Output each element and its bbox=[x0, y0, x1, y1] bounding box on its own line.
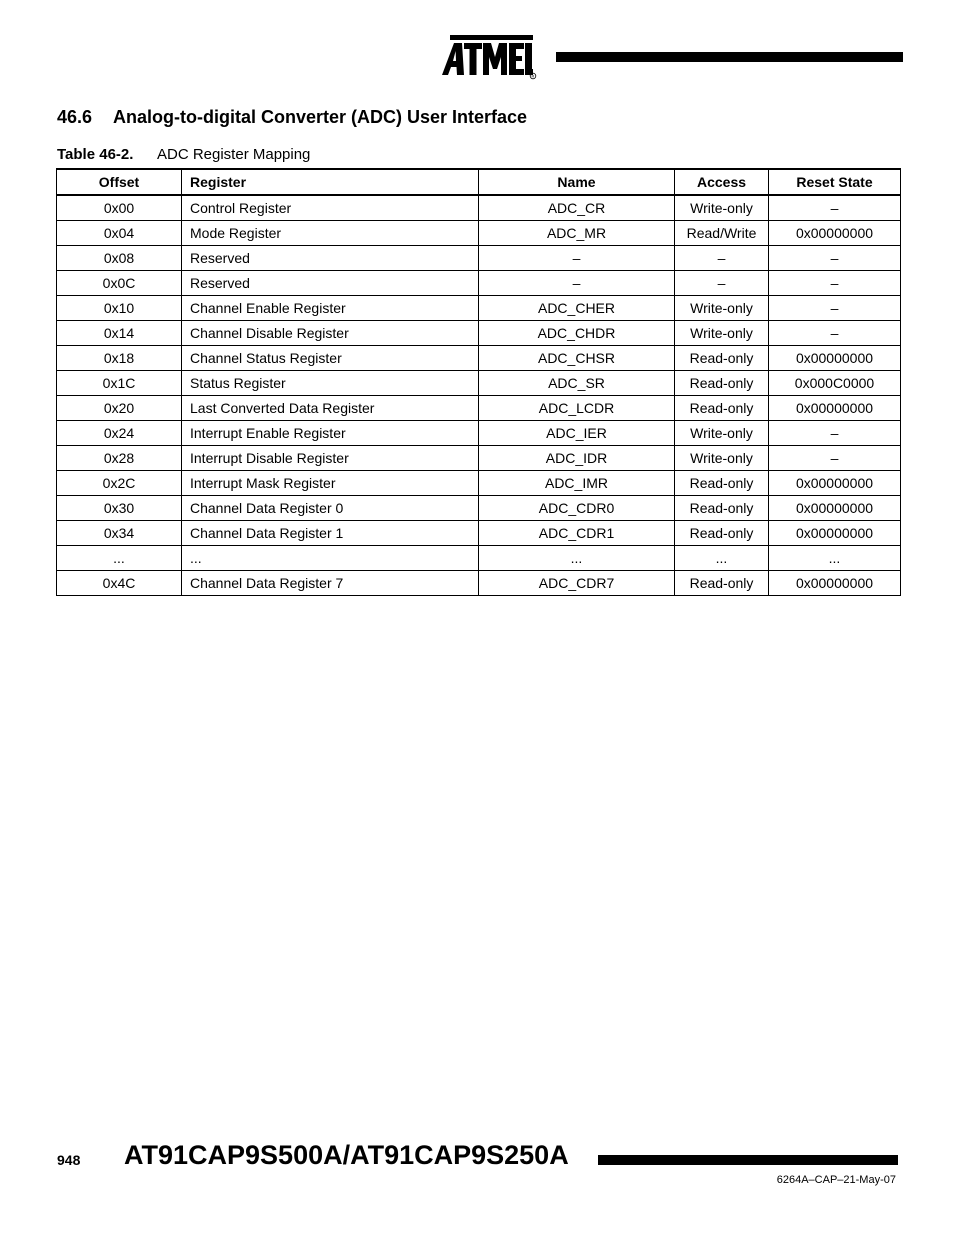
cell-name: ADC_CHER bbox=[479, 295, 675, 320]
cell-name: ADC_CDR0 bbox=[479, 495, 675, 520]
table-row bbox=[57, 445, 901, 470]
cell-reset-state: – bbox=[769, 270, 901, 295]
cell-access: – bbox=[675, 245, 769, 270]
table-row bbox=[57, 570, 901, 595]
page-number: 948 bbox=[57, 1152, 81, 1168]
cell-register: Channel Data Register 7 bbox=[182, 570, 479, 595]
cell-register: Channel Disable Register bbox=[182, 320, 479, 345]
column-header-reset-state: Reset State bbox=[769, 169, 901, 195]
document-reference: 6264A–CAP–21-May-07 bbox=[776, 1174, 896, 1186]
cell-name: ADC_SR bbox=[479, 370, 675, 395]
cell-reset-state: – bbox=[769, 295, 901, 320]
column-header-name: Name bbox=[479, 169, 675, 195]
cell-offset: 0x18 bbox=[57, 345, 182, 370]
cell-access: Read-only bbox=[675, 395, 769, 420]
cell-reset-state: ... bbox=[769, 545, 901, 570]
cell-register: Channel Data Register 1 bbox=[182, 520, 479, 545]
table-row bbox=[57, 370, 901, 395]
cell-access: Read-only bbox=[675, 520, 769, 545]
cell-offset: 0x0C bbox=[57, 270, 182, 295]
cell-access: Write-only bbox=[675, 295, 769, 320]
cell-access: – bbox=[675, 270, 769, 295]
cell-reset-state: – bbox=[769, 320, 901, 345]
cell-access: Write-only bbox=[675, 445, 769, 470]
cell-reset-state: 0x00000000 bbox=[769, 570, 901, 595]
product-title: AT91CAP9S500A/AT91CAP9S250A bbox=[124, 1140, 569, 1170]
footer-rule bbox=[598, 1155, 898, 1165]
cell-register: Control Register bbox=[182, 195, 479, 220]
cell-access: Read-only bbox=[675, 495, 769, 520]
cell-name: ADC_LCDR bbox=[479, 395, 675, 420]
cell-access: Read-only bbox=[675, 370, 769, 395]
cell-offset: 0x1C bbox=[57, 370, 182, 395]
cell-offset: 0x04 bbox=[57, 220, 182, 245]
table-caption-label: Table 46-2. bbox=[57, 146, 134, 163]
table-row bbox=[57, 270, 901, 295]
table-row bbox=[57, 295, 901, 320]
table-caption bbox=[57, 146, 310, 163]
cell-access: Read/Write bbox=[675, 220, 769, 245]
svg-text:R: R bbox=[531, 73, 535, 79]
table-row bbox=[57, 470, 901, 495]
cell-offset: ... bbox=[57, 545, 182, 570]
cell-reset-state: 0x00000000 bbox=[769, 470, 901, 495]
cell-register: Channel Enable Register bbox=[182, 295, 479, 320]
cell-access: Write-only bbox=[675, 320, 769, 345]
cell-reset-state: 0x00000000 bbox=[769, 495, 901, 520]
cell-name: ADC_IER bbox=[479, 420, 675, 445]
cell-offset: 0x2C bbox=[57, 470, 182, 495]
cell-name: – bbox=[479, 245, 675, 270]
cell-name: ADC_CHSR bbox=[479, 345, 675, 370]
cell-register: Channel Data Register 0 bbox=[182, 495, 479, 520]
cell-name: ... bbox=[479, 545, 675, 570]
cell-name: ADC_CR bbox=[479, 195, 675, 220]
column-header-access: Access bbox=[675, 169, 769, 195]
header-rule bbox=[556, 52, 903, 62]
table-header-row bbox=[57, 169, 901, 195]
column-header-register: Register bbox=[182, 169, 479, 195]
cell-offset: 0x4C bbox=[57, 570, 182, 595]
table-row bbox=[57, 320, 901, 345]
table-caption-title: ADC Register Mapping bbox=[157, 146, 311, 163]
cell-reset-state: – bbox=[769, 445, 901, 470]
cell-access: Read-only bbox=[675, 470, 769, 495]
section-heading bbox=[57, 107, 527, 128]
table-row bbox=[57, 520, 901, 545]
cell-reset-state: – bbox=[769, 195, 901, 220]
cell-register: Interrupt Mask Register bbox=[182, 470, 479, 495]
cell-offset: 0x20 bbox=[57, 395, 182, 420]
table-row bbox=[57, 220, 901, 245]
section-title-text: Analog-to-digital Converter (ADC) User Interface bbox=[113, 107, 528, 127]
cell-access: Read-only bbox=[675, 345, 769, 370]
cell-reset-state: 0x00000000 bbox=[769, 220, 901, 245]
cell-name: ADC_IDR bbox=[479, 445, 675, 470]
cell-name: ADC_IMR bbox=[479, 470, 675, 495]
table-row bbox=[57, 395, 901, 420]
cell-reset-state: 0x000C0000 bbox=[769, 370, 901, 395]
cell-register: Last Converted Data Register bbox=[182, 395, 479, 420]
cell-access: Write-only bbox=[675, 420, 769, 445]
cell-reset-state: 0x00000000 bbox=[769, 345, 901, 370]
cell-offset: 0x24 bbox=[57, 420, 182, 445]
cell-offset: 0x10 bbox=[57, 295, 182, 320]
cell-access: Write-only bbox=[675, 195, 769, 220]
cell-register: Interrupt Enable Register bbox=[182, 420, 479, 445]
table-row bbox=[57, 345, 901, 370]
cell-name: ADC_CDR7 bbox=[479, 570, 675, 595]
table-row bbox=[57, 545, 901, 570]
cell-offset: 0x28 bbox=[57, 445, 182, 470]
cell-reset-state: 0x00000000 bbox=[769, 520, 901, 545]
cell-register: Reserved bbox=[182, 245, 479, 270]
cell-register: Channel Status Register bbox=[182, 345, 479, 370]
cell-offset: 0x30 bbox=[57, 495, 182, 520]
cell-name: ADC_CHDR bbox=[479, 320, 675, 345]
section-number: 46.6 bbox=[57, 107, 93, 127]
table-body bbox=[57, 195, 901, 595]
cell-offset: 0x14 bbox=[57, 320, 182, 345]
column-header-offset: Offset bbox=[57, 169, 182, 195]
table-row bbox=[57, 495, 901, 520]
cell-access: Read-only bbox=[675, 570, 769, 595]
table-row bbox=[57, 420, 901, 445]
cell-offset: 0x00 bbox=[57, 195, 182, 220]
table-row bbox=[57, 195, 901, 220]
atmel-logo bbox=[440, 33, 540, 81]
cell-access: ... bbox=[675, 545, 769, 570]
cell-reset-state: 0x00000000 bbox=[769, 395, 901, 420]
cell-register: Status Register bbox=[182, 370, 479, 395]
cell-reset-state: – bbox=[769, 245, 901, 270]
cell-name: ADC_MR bbox=[479, 220, 675, 245]
cell-offset: 0x34 bbox=[57, 520, 182, 545]
cell-register: Interrupt Disable Register bbox=[182, 445, 479, 470]
cell-register: Mode Register bbox=[182, 220, 479, 245]
cell-offset: 0x08 bbox=[57, 245, 182, 270]
cell-reset-state: – bbox=[769, 420, 901, 445]
cell-name: – bbox=[479, 270, 675, 295]
adc-register-mapping-table bbox=[56, 168, 901, 596]
cell-name: ADC_CDR1 bbox=[479, 520, 675, 545]
table-row bbox=[57, 245, 901, 270]
cell-register: ... bbox=[182, 545, 479, 570]
cell-register: Reserved bbox=[182, 270, 479, 295]
